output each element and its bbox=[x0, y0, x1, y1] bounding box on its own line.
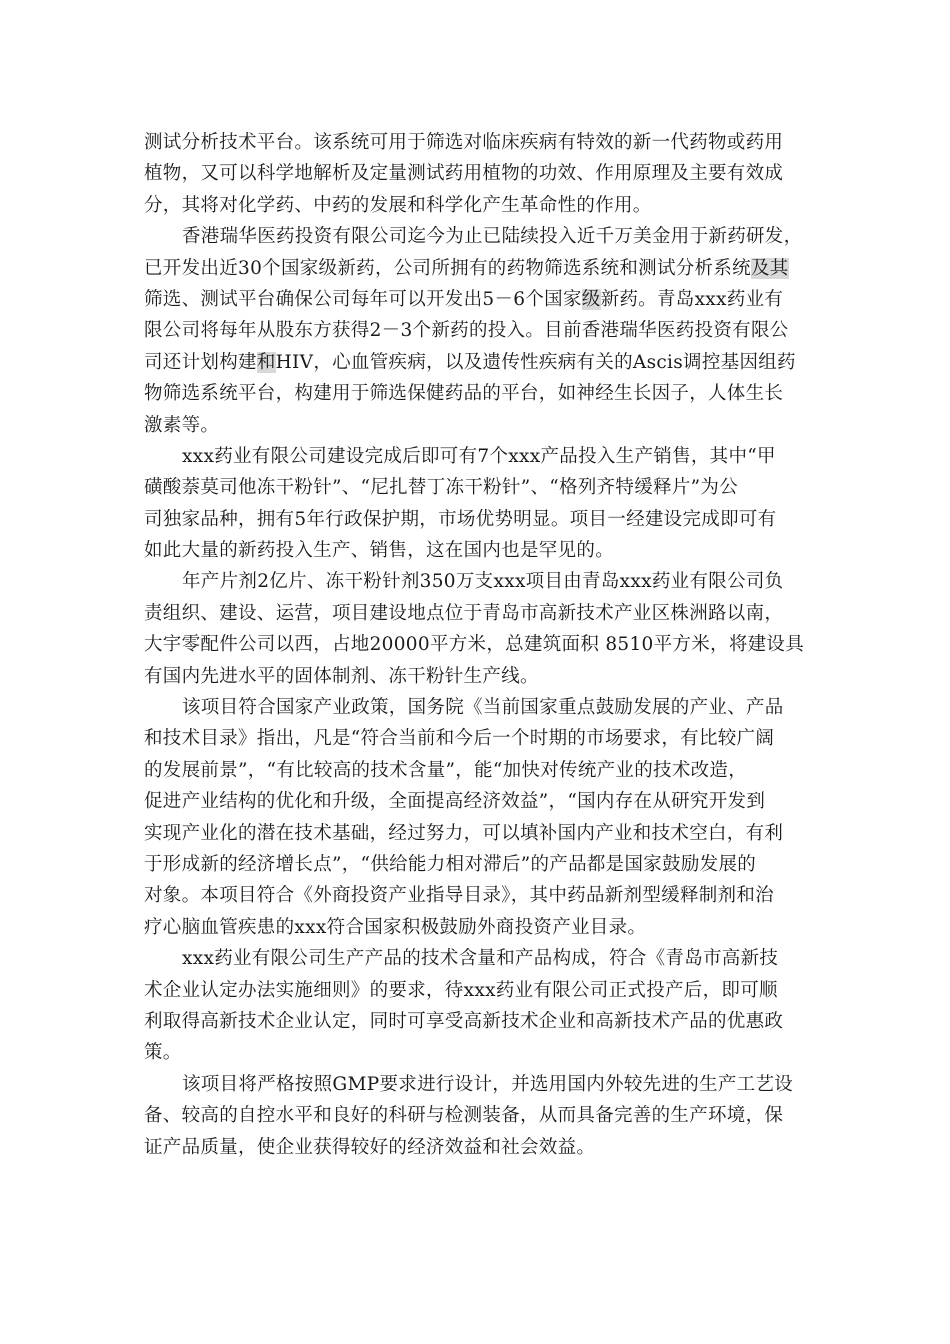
text-line: 促进产业结构的优化和升级，全面提高经济效益”，“国内存在从研究开发到 bbox=[144, 791, 766, 813]
text-line: 物筛选系统平台，构建用于筛选保健药品的平台，如神经生长因子，人体生长 bbox=[144, 383, 784, 405]
text-segment: 新药。青岛xxx药业有 bbox=[600, 288, 784, 310]
text-line: 分，其将对化学药、中药的发展和科学化产生革命性的作用。 bbox=[144, 194, 652, 216]
text-line bbox=[144, 284, 808, 315]
text-line: 策。 bbox=[144, 1042, 182, 1064]
text-line: 责组织、建设、运营，项目建设地点位于青岛市高新技术产业区株洲路以南， bbox=[144, 602, 784, 624]
paragraph-4 bbox=[144, 566, 808, 692]
text-line: 和技术目录》指出，凡是“符合当前和今后一个时期的市场要求，有比较广阔 bbox=[144, 728, 775, 750]
text-line: 年产片剂2亿片、冻干粉针剂350万支xxx项目由青岛xxx药业有限公司负 bbox=[182, 571, 784, 593]
text-line: 大宇零配件公司以西，占地20000平方米，总建筑面积 8510平方米，将建设具 bbox=[144, 634, 805, 656]
text-line: 该项目将严格按照GMP要求进行设计，并选用国内外较先进的生产工艺设 bbox=[182, 1073, 794, 1095]
paragraph-3 bbox=[144, 441, 808, 567]
highlighted-text: 级 bbox=[581, 288, 601, 310]
text-segment: 司还计划构建 bbox=[144, 351, 257, 373]
text-line: xxx药业有限公司生产产品的技术含量和产品构成，符合《青岛市高新技 bbox=[182, 948, 779, 970]
paragraph-7 bbox=[144, 1069, 808, 1163]
text-line: 有国内先进水平的固体制剂、冻干粉针生产线。 bbox=[144, 665, 539, 687]
text-line: 实现产业化的潜在技术基础，经过努力，可以填补国内产业和技术空白，有利 bbox=[144, 822, 784, 844]
text-segment: HIV，心血管疾病，以及遗传性疾病有关的Ascis调控基因组药 bbox=[275, 351, 796, 373]
text-line bbox=[144, 347, 808, 378]
text-line: 备、较高的自控水平和良好的科研与检测装备，从而具备完善的生产环境，保 bbox=[144, 1105, 784, 1127]
text-line: 磺酸萘莫司他冻干粉针”、“尼扎替丁冻干粉针”、“格列齐特缓释片”为公 bbox=[144, 477, 738, 499]
paragraph-2 bbox=[144, 221, 808, 441]
text-line: 于形成新的经济增长点”，“供给能力相对滞后”的产品都是国家鼓励发展的 bbox=[144, 853, 757, 875]
text-line: 植物，又可以科学地解析及定量测试药用植物的功效、作用原理及主要有效成 bbox=[144, 163, 784, 185]
paragraph-5 bbox=[144, 692, 808, 943]
text-line: 香港瑞华医药投资有限公司迄今为止已陆续投入近千万美金用于新药研发， bbox=[182, 226, 803, 248]
highlighted-text: 和 bbox=[256, 351, 276, 373]
text-line: 的发展前景”，“有比较高的技术含量”，能“加快对传统产业的技术改造， bbox=[144, 759, 748, 781]
text-line: 激素等。 bbox=[144, 414, 220, 436]
paragraph-1 bbox=[144, 127, 808, 221]
text-line: 利取得高新技术企业认定，同时可享受高新技术企业和高新技术产品的优惠政 bbox=[144, 1010, 784, 1032]
text-line: 测试分析技术平台。该系统可用于筛选对临床疾病有特效的新一代药物或药用 bbox=[144, 132, 784, 153]
text-line: 证产品质量，使企业获得较好的经济效益和社会效益。 bbox=[144, 1136, 596, 1158]
text-line bbox=[144, 253, 808, 284]
text-line: 术企业认定办法实施细则》的要求，待xxx药业有限公司正式投产后，即可顺 bbox=[144, 979, 778, 1001]
text-line: 司独家品种，拥有5年行政保护期，市场优势明显。项目一经建设完成即可有 bbox=[144, 508, 777, 530]
text-segment: 筛选、测试平台确保公司每年可以开发出5－6个国家 bbox=[144, 288, 582, 310]
text-line: 如此大量的新药投入生产、销售，这在国内也是罕见的。 bbox=[144, 540, 615, 562]
document-page bbox=[144, 127, 808, 1163]
text-line: 对象。本项目符合《外商投资产业指导目录》，其中药品新剂型缓释制剂和治 bbox=[144, 885, 774, 907]
text-line: 疗心脑血管疾患的xxx符合国家积极鼓励外商投资产业目录。 bbox=[144, 916, 647, 938]
text-line: xxx药业有限公司建设完成后即可有7个xxx产品投入生产销售，其中“甲 bbox=[182, 445, 776, 467]
paragraph-6 bbox=[144, 943, 808, 1069]
highlighted-text: 及其 bbox=[750, 257, 789, 279]
text-line: 限公司将每年从股东方获得2－3个新药的投入。目前香港瑞华医药投资有限公 bbox=[144, 320, 789, 342]
text-line: 该项目符合国家产业政策，国务院《当前国家重点鼓励发展的产业、产品 bbox=[182, 697, 784, 719]
text-segment: 已开发出近30个国家级新药，公司所拥有的药物筛选系统和测试分析系统 bbox=[144, 257, 751, 279]
